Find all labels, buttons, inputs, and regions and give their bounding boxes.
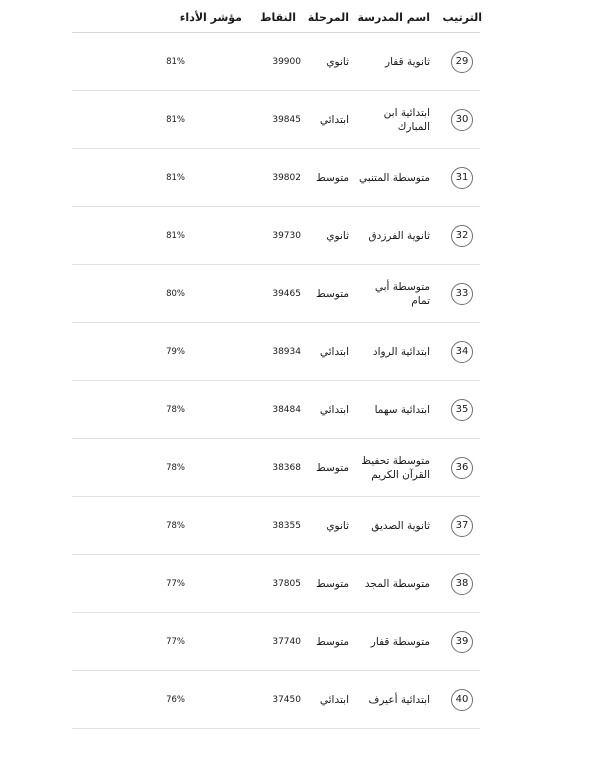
school-points: 38484 [272,404,301,415]
school-name: ابتدائية أعيرف [368,693,430,706]
school-points: 39845 [272,114,301,125]
school-points: 38368 [272,462,301,473]
rank-badge: 37 [451,515,473,537]
school-points: 39802 [272,172,301,183]
school-points: 37450 [272,694,301,705]
school-stage: ابتدائي [319,693,349,706]
school-points: 39465 [272,288,301,299]
school-name: ثانوية الفرزدق [368,229,430,242]
school-stage: متوسط [316,635,349,648]
table-row [72,497,480,555]
school-name: ابتدائية الرواد [372,345,430,358]
table-row [72,33,480,91]
school-name: متوسطة المتنبي [358,171,430,184]
performance-indicator: 78% [166,520,185,531]
rank-badge: 35 [451,399,473,421]
table-row [72,439,480,497]
rank-badge: 29 [451,51,473,73]
header-stage: المرحلة [307,11,349,24]
performance-indicator: 79% [166,346,185,357]
school-points: 37805 [272,578,301,589]
table-row [72,323,480,381]
school-stage: ثانوي [326,55,349,68]
performance-indicator: 76% [166,694,185,705]
table-row [72,149,480,207]
table-row [72,91,480,149]
performance-indicator: 81% [166,230,185,241]
performance-indicator: 77% [166,578,185,589]
school-name: متوسطة أبي تمام [374,280,430,307]
rank-badge: 33 [451,283,473,305]
school-name: متوسطة قفار [370,635,430,648]
school-stage: ثانوي [326,519,349,532]
performance-indicator: 81% [166,172,185,183]
school-points: 39730 [272,230,301,241]
school-stage: متوسط [316,287,349,300]
rank-badge: 40 [451,689,473,711]
rank-badge: 38 [451,573,473,595]
school-name: ثانوية قفار [385,55,430,68]
school-name: متوسطة المجد [364,577,430,590]
table-row [72,207,480,265]
school-name: ابتدائية ابن المبارك [383,106,430,133]
performance-indicator: 78% [166,404,185,415]
school-points: 38355 [272,520,301,531]
school-stage: ثانوي [326,229,349,242]
rank-badge: 32 [451,225,473,247]
school-points: 37740 [272,636,301,647]
school-name: ثانوية الصديق [371,519,430,532]
rank-badge: 31 [451,167,473,189]
table-header [72,0,480,33]
school-stage: متوسط [316,461,349,474]
school-ranking-table [72,0,480,729]
school-points: 39900 [272,56,301,67]
performance-indicator: 80% [166,288,185,299]
rank-badge: 36 [451,457,473,479]
performance-indicator: 78% [166,462,185,473]
header-rank: الترتيب [442,11,482,24]
school-stage: ابتدائي [319,403,349,416]
rank-badge: 30 [451,109,473,131]
table-row [72,265,480,323]
school-stage: ابتدائي [319,345,349,358]
header-performance: مؤشر الأداء [179,11,242,24]
school-points: 38934 [272,346,301,357]
school-stage: ابتدائي [319,113,349,126]
performance-indicator: 77% [166,636,185,647]
table-row [72,671,480,729]
performance-indicator: 81% [166,114,185,125]
school-stage: متوسط [316,577,349,590]
rank-badge: 39 [451,631,473,653]
header-points: النقاط [260,11,296,24]
table-row [72,613,480,671]
table-body [72,33,480,729]
school-stage: متوسط [316,171,349,184]
school-name: ابتدائية سهما [374,403,430,416]
performance-indicator: 81% [166,56,185,67]
table-row [72,381,480,439]
school-name: متوسطة تحفيظ القرآن الكريم [361,454,430,481]
table-row [72,555,480,613]
header-school-name: اسم المدرسة [357,11,430,24]
rank-badge: 34 [451,341,473,363]
